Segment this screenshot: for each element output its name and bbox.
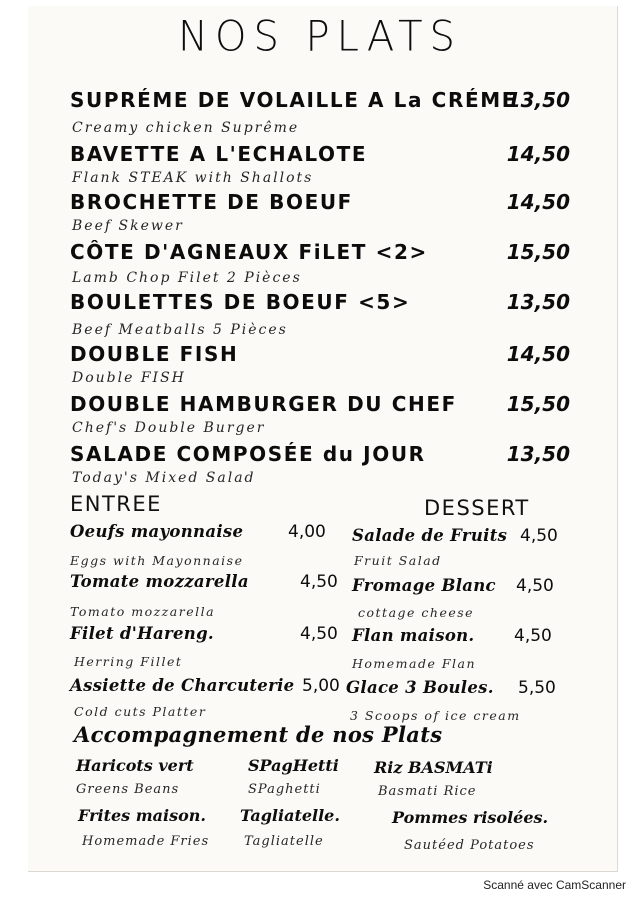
dessert-item: Fromage Blanc (352, 576, 496, 595)
dessert-heading: DESSERT (424, 496, 530, 520)
page-title: NOS PLATS (178, 12, 462, 62)
dish-price: 15,50 (506, 240, 570, 264)
dessert-price: 4,50 (516, 576, 554, 596)
dish-translation: Double FISH (72, 370, 186, 386)
scanner-footer: Scanné avec CamScanner (483, 878, 626, 892)
side-translation: SPaghetti (248, 782, 321, 797)
dish-name: DOUBLE FISH (70, 342, 239, 366)
entree-price: 4,00 (288, 522, 326, 542)
dish-translation: Lamb Chop Filet 2 Pièces (72, 270, 302, 286)
entree-item: Assiette de Charcuterie (70, 676, 295, 695)
entree-translation: Cold cuts Platter (74, 704, 207, 719)
side-item: Riz BASMATi (374, 758, 493, 777)
dish-row (70, 240, 570, 270)
side-translation: Homemade Fries (82, 834, 210, 849)
entree-item: Filet d'Hareng. (70, 624, 214, 643)
entree-item: Tomate mozzarella (70, 572, 249, 591)
side-item: Frites maison. (78, 806, 206, 825)
dish-translation: Flank STEAK with Shallots (72, 170, 314, 186)
dish-name: SUPRÉME DE VOLAILLE A La CRÉME (70, 88, 517, 112)
dessert-price: 4,50 (514, 626, 552, 646)
side-translation: Greens Beans (76, 782, 180, 797)
dish-price: 14,50 (506, 142, 570, 166)
accompagnement-heading: Accompagnement de nos Plats (74, 722, 443, 747)
entree-price: 4,50 (300, 624, 338, 644)
dessert-translation: 3 Scoops of ice cream (350, 708, 521, 723)
dish-price: 14,50 (506, 342, 570, 366)
entree-price: 5,00 (302, 676, 340, 696)
dish-name: BROCHETTE DE BOEUF (70, 190, 353, 214)
dessert-translation: cottage cheese (358, 605, 475, 620)
dish-price: 15,50 (506, 392, 570, 416)
dish-translation: Creamy chicken Suprême (72, 120, 300, 136)
side-translation: Sautéed Potatoes (404, 838, 535, 853)
dish-name: DOUBLE HAMBURGER DU CHEF (70, 392, 457, 416)
side-item: SPagHetti (248, 756, 339, 775)
dish-name: CÔTE D'AGNEAUX FiLET <2> (70, 240, 428, 264)
entree-heading: ENTREE (70, 492, 162, 516)
side-item: Pommes risolées. (392, 808, 549, 827)
dish-translation: Beef Skewer (72, 218, 184, 234)
dish-row (70, 190, 570, 220)
side-translation: Tagliatelle (244, 834, 324, 849)
entree-translation: Herring Fillet (74, 654, 183, 669)
dish-price: 14,50 (506, 190, 570, 214)
dish-row (70, 290, 570, 320)
dessert-item: Glace 3 Boules. (346, 678, 494, 697)
dessert-item: Flan maison. (352, 626, 475, 645)
dessert-translation: Homemade Flan (352, 656, 477, 671)
entree-translation: Tomato mozzarella (70, 604, 216, 619)
dish-translation: Beef Meatballs 5 Pièces (72, 322, 288, 338)
side-item: Haricots vert (76, 756, 194, 775)
entree-translation: Eggs with Mayonnaise (70, 553, 244, 568)
dessert-price: 5,50 (518, 678, 556, 698)
dish-row (70, 342, 570, 372)
dish-price: 13,50 (506, 290, 570, 314)
dessert-item: Salade de Fruits (352, 526, 508, 545)
entree-item: Oeufs mayonnaise (70, 522, 244, 541)
dish-row (70, 392, 570, 422)
side-translation: Basmati Rice (378, 784, 477, 799)
dish-price: 13,50 (506, 442, 570, 466)
dish-row (70, 442, 570, 472)
dish-row (70, 88, 570, 118)
dish-name: BAVETTE A L'ECHALOTE (70, 142, 368, 166)
dessert-translation: Fruit Salad (354, 553, 442, 568)
dish-row (70, 142, 570, 172)
dish-name: SALADE COMPOSÉE du JOUR (70, 442, 426, 466)
side-item: Tagliatelle. (240, 806, 340, 825)
dessert-price: 4,50 (520, 526, 558, 546)
dish-translation: Today's Mixed Salad (72, 470, 256, 486)
dish-price: 13,50 (506, 88, 570, 112)
entree-price: 4,50 (300, 572, 338, 592)
dish-translation: Chef's Double Burger (72, 420, 266, 436)
dish-name: BOULETTES DE BOEUF <5> (70, 290, 411, 314)
